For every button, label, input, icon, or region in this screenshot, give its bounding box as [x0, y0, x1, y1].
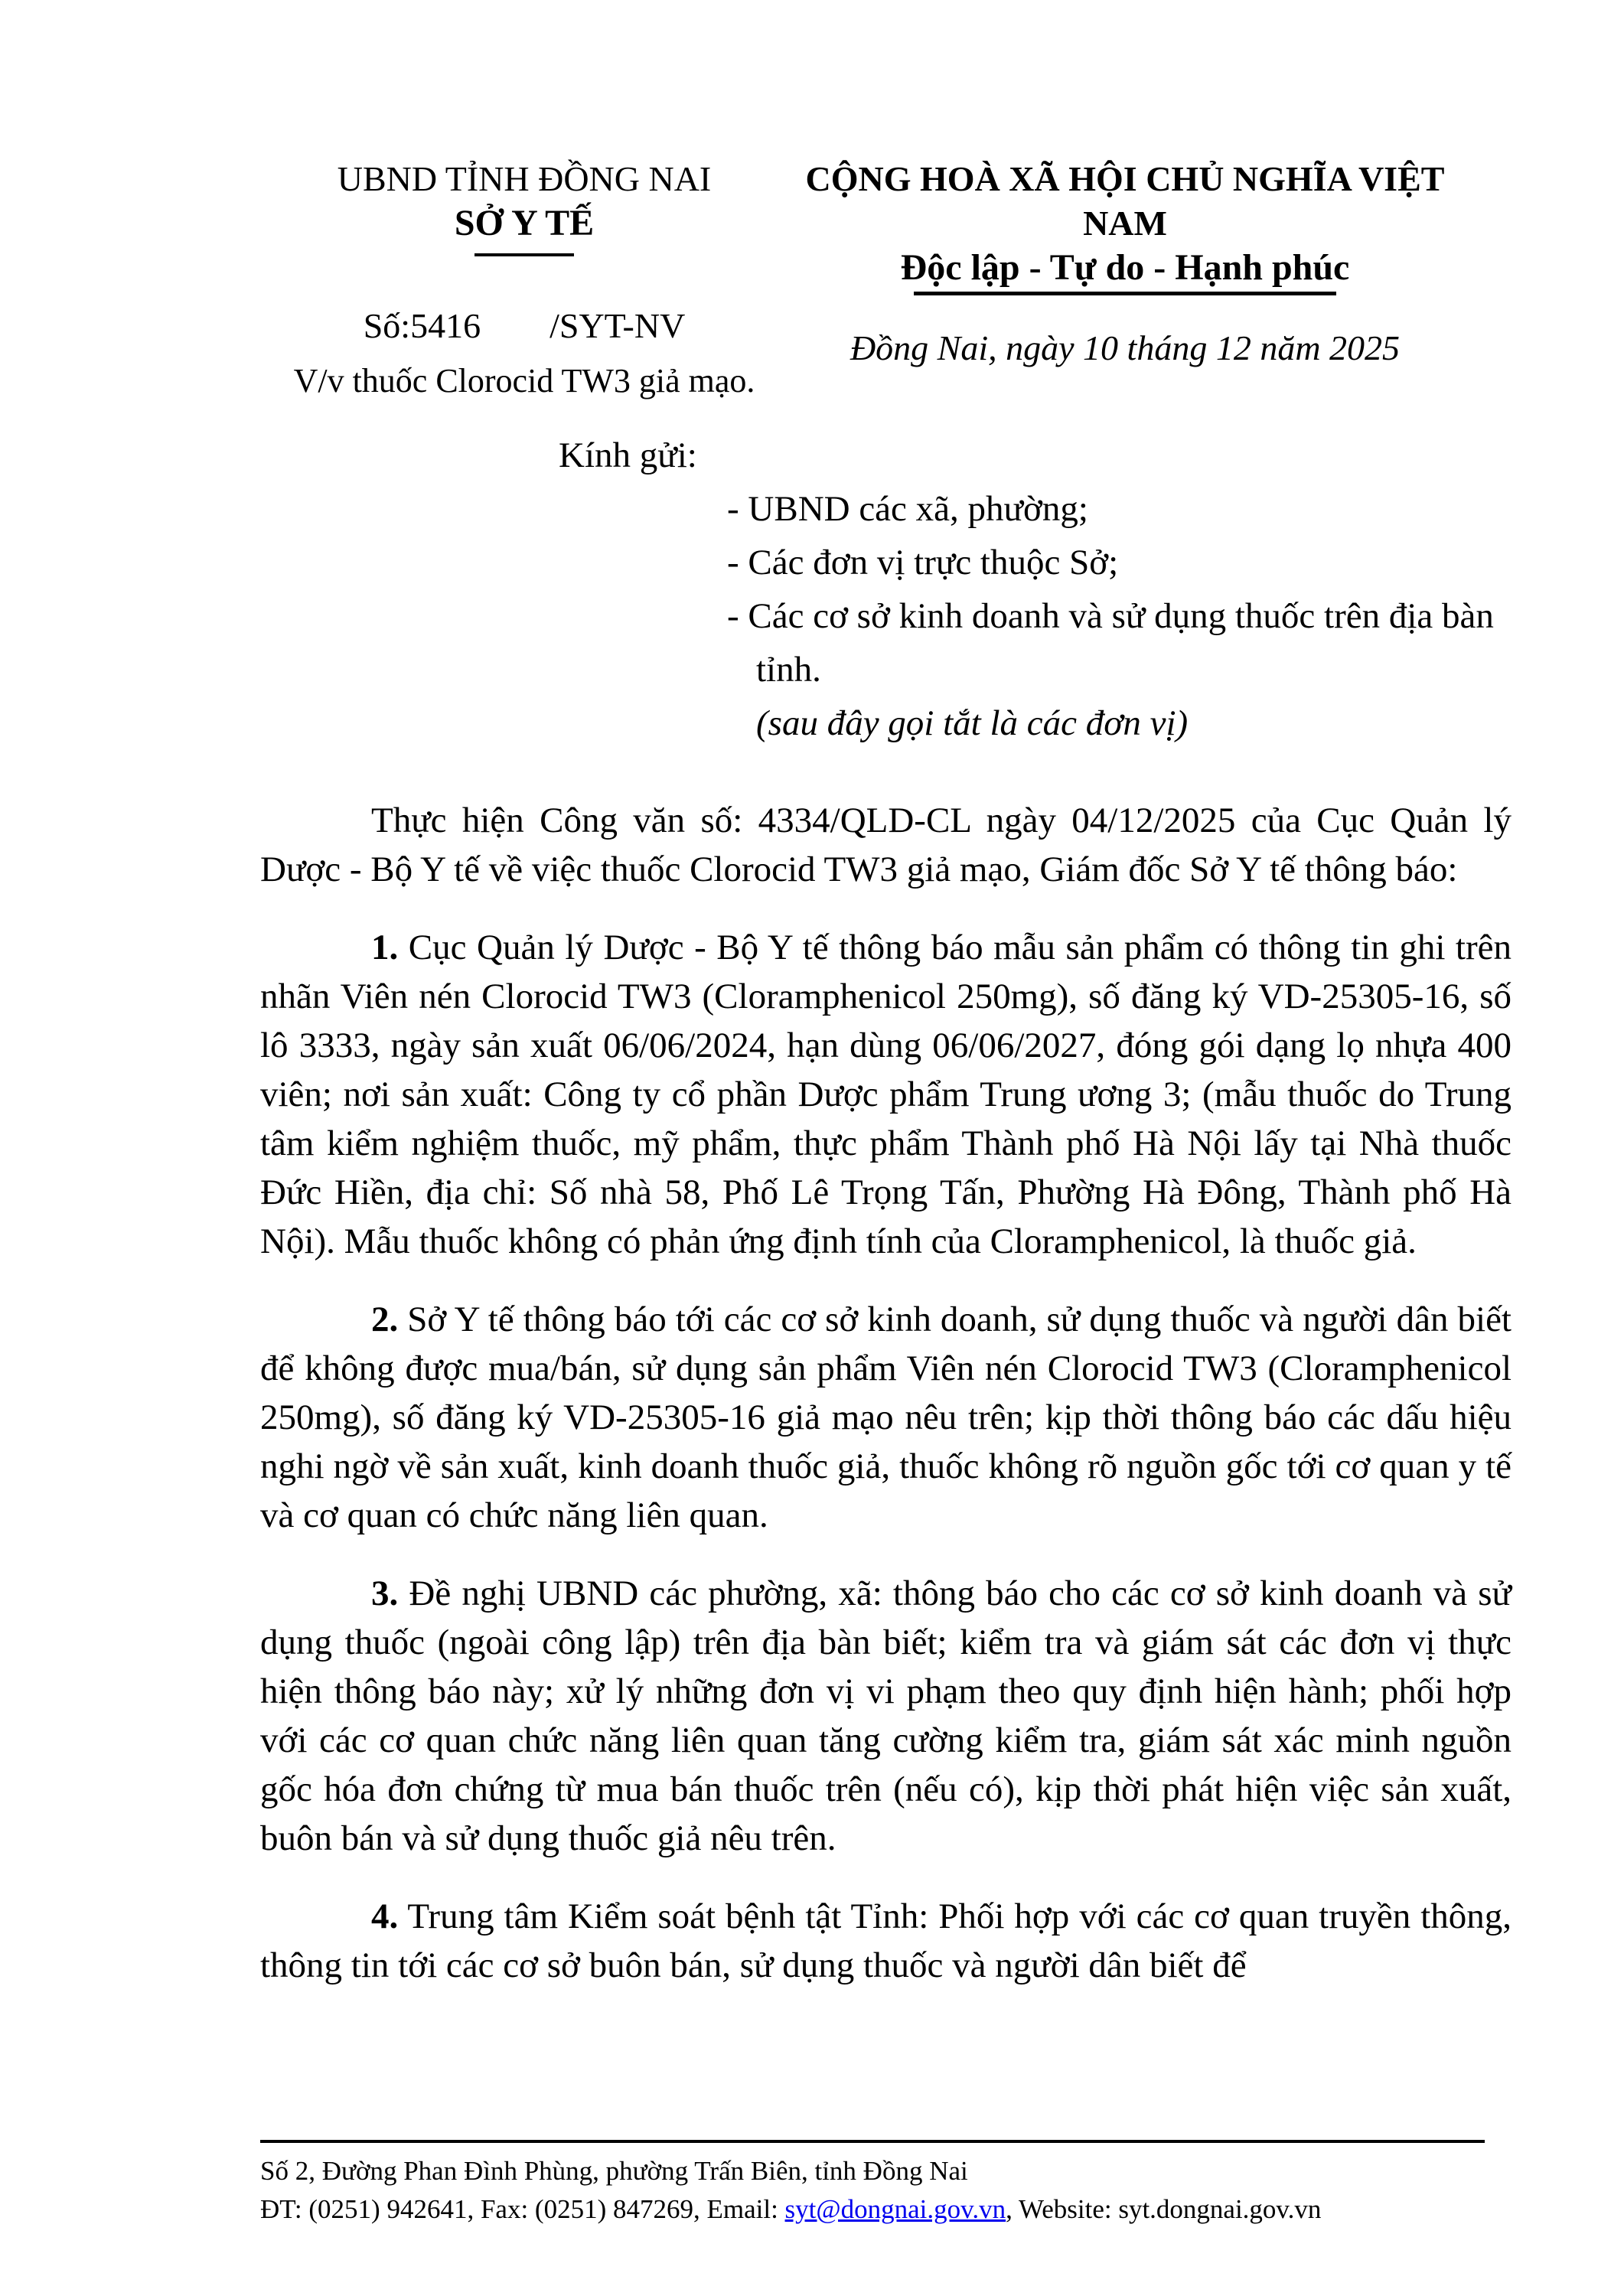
paragraph-text: Thực hiện Công văn số: 4334/QLD-CL ngày 04/12/2025 của Cục Quản lý Dược - Bộ Y tế về việc thuốc Clorocid TW3 giả mạo, Giám đốc Sở Y tế thông báo:: [260, 801, 1511, 889]
recipient-item: - Các cơ sở kinh doanh và sử dụng thuốc trên địa bàn tỉnh.: [727, 596, 1494, 690]
document-symbol: /SYT-NV: [549, 306, 686, 345]
document-number-line: [260, 304, 788, 348]
paragraph-number: 1.: [371, 928, 399, 967]
footer-address: Số 2, Đường Phan Đình Phùng, phường Trấn Biên, tỉnh Đồng Nai: [260, 2156, 968, 2186]
paragraph-2: [260, 1295, 1511, 1540]
paragraph-number: 4.: [371, 1896, 399, 1936]
document-subject: V/v thuốc Clorocid TW3 giả mạo.: [293, 362, 755, 400]
org-name-rule: [474, 253, 574, 256]
national-header-block: [761, 157, 1489, 370]
paragraph-4: [260, 1892, 1511, 1990]
footer-contact-line: [260, 2190, 1485, 2229]
paragraph-text: Cục Quản lý Dược - Bộ Y tế thông báo mẫu sản phẩm có thông tin ghi trên nhãn Viên nén Clorocid TW3 (Cloramphenicol 250mg), số đăng ký VD-25305-16, số lô 3333, ngày sản xuất 06/06/2024, hạn dùng 06/06/2027, đóng gói dạng lọ nhựa 400 viên; nơi sản xuất: Công ty cổ phần Dược phẩm Trung ương 3; (mẫu thuốc do Trung tâm kiểm nghiệm thuốc, mỹ phẩm, thực phẩm Thành phố Hà Nội lấy tại Nhà thuốc Đức Hiền, địa chỉ: Số nhà 58, Phố Lê Trọng Tấn, Phường Hà Đông, Thành phố Hà Nội). Mẫu thuốc không có phản ứng định tính của Cloramphenicol, là thuốc giả.: [260, 928, 1511, 1261]
recipients-block: [559, 429, 1519, 750]
parent-org-name: UBND TỈNH ĐỒNG NAI: [337, 159, 712, 198]
recipients-list: [727, 482, 1515, 750]
paragraph-1: [260, 923, 1511, 1266]
recipients-note: (sau đây gọi tắt là các đơn vị): [756, 703, 1189, 743]
national-motto: Độc lập - Tự do - Hạnh phúc: [900, 247, 1350, 288]
issuing-authority-block: [260, 157, 788, 402]
footer-contact-prefix: ĐT: (0251) 942641, Fax: (0251) 847269, Email:: [260, 2194, 785, 2224]
footer-contact-suffix: , Website: syt.dongnai.gov.vn: [1006, 2194, 1322, 2224]
paragraph-3: [260, 1569, 1511, 1863]
national-title: CỘNG HOÀ XÃ HỘI CHỦ NGHĨA VIỆT NAM: [805, 159, 1445, 243]
recipient-item: - UBND các xã, phường;: [727, 489, 1088, 529]
salutation: Kính gửi:: [559, 435, 697, 475]
motto-rule: [914, 292, 1336, 295]
email-link[interactable]: syt@dongnai.gov.vn: [784, 2194, 1006, 2224]
paragraph-number: 3.: [371, 1574, 399, 1613]
paragraph-text: Sở Y tế thông báo tới các cơ sở kinh doanh, sử dụng thuốc và người dân biết để không được mua/bán, sử dụng sản phẩm Viên nén Clorocid TW3 (Cloramphenicol 250mg), số đăng ký VD-25305-16 giả mạo nêu trên; kịp thời thông báo các dấu hiệu nghi ngờ về sản xuất, kinh doanh thuốc giả, thuốc không rõ nguồn gốc tới cơ quan y tế và cơ quan có chức năng liên quan.: [260, 1300, 1511, 1535]
paragraph-text: Đề nghị UBND các phường, xã: thông báo cho các cơ sở kinh doanh và sử dụng thuốc (ngoài công lập) trên địa bàn biết; kiểm tra và giám sát các đơn vị thực hiện thông báo này; xử lý những đơn vị vi phạm theo quy định hiện hành; phối hợp với các cơ quan chức năng liên quan tăng cường kiểm tra, giám sát xác minh nguồn gốc hóa đơn chứng từ mua bán thuốc trên (nếu có), kịp thời phát hiện việc sản xuất, buôn bán và sử dụng thuốc giả nêu trên.: [260, 1574, 1511, 1858]
document-number: Số:5416: [363, 306, 481, 345]
place-date-line: Đồng Nai, ngày 10 tháng 12 năm 2025: [850, 328, 1401, 367]
paragraph-number: 2.: [371, 1300, 399, 1339]
recipient-item: - Các đơn vị trực thuộc Sở;: [727, 543, 1119, 582]
letter-footer: [260, 2140, 1485, 2229]
letter-body: [260, 796, 1511, 2019]
org-name: SỞ Y TẾ: [454, 203, 595, 243]
paragraph-text: Trung tâm Kiểm soát bệnh tật Tỉnh: Phối hợp với các cơ quan truyền thông, thông tin tới các cơ sở buôn bán, sử dụng thuốc và người dân biết để: [260, 1896, 1511, 1985]
intro-paragraph: [260, 796, 1511, 894]
